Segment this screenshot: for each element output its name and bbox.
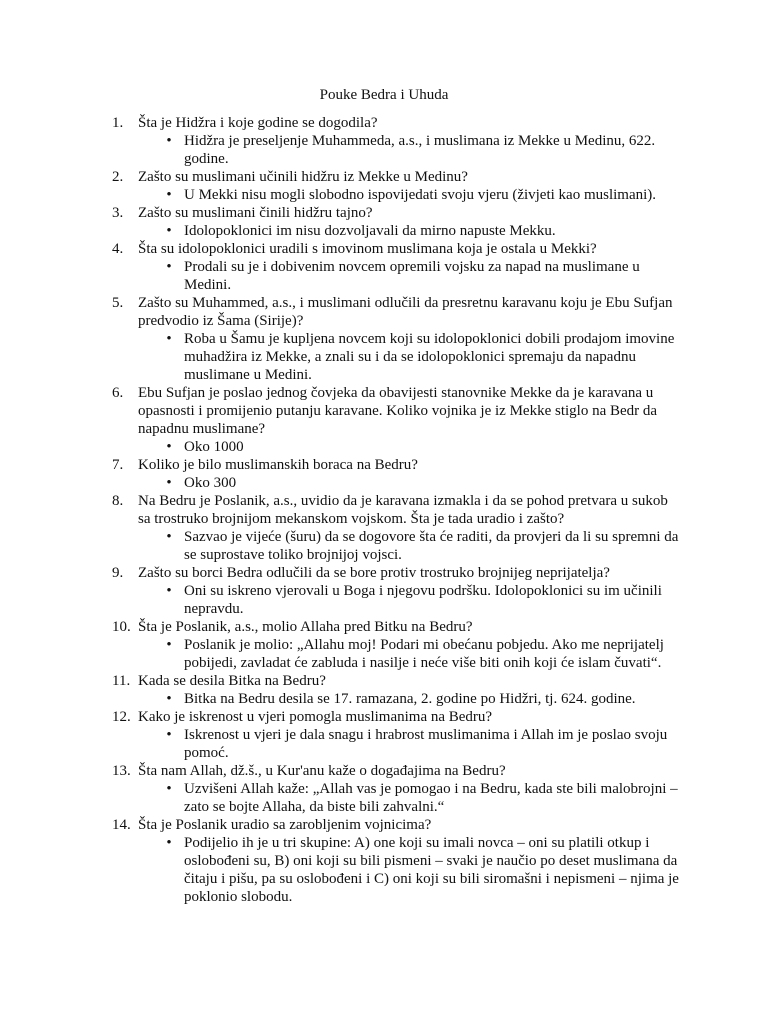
question-text: Šta je Poslanik, a.s., molio Allaha pred Bitku na Bedru? — [138, 619, 473, 635]
answer-item — [138, 582, 680, 618]
question-item — [112, 456, 680, 492]
question-item — [112, 204, 680, 240]
question-text: Šta je Hidžra i koje godine se dogodila? — [138, 115, 378, 131]
question-number: 5. — [112, 295, 124, 311]
answer-text: Iskrenost u vjeri je dala snagu i hrabrost muslimanima i Allah im je poslao svoju pomoć. — [184, 727, 668, 761]
bullet-icon: • — [166, 223, 172, 239]
question-text: Na Bedru je Poslanik, a.s., uvidio da je karavana izmakla i da se pohod pretvara u sukob sa trostruko brojnijom mekanskom vojskom. Šta je tada uradio i zašto? — [138, 493, 668, 527]
question-number: 4. — [112, 241, 124, 257]
answer-item — [138, 834, 680, 906]
answer-item — [138, 330, 680, 384]
question-number: 2. — [112, 169, 124, 185]
question-text: Zašto su borci Bedra odlučili da se bore protiv trostruko brojnijeg neprijatelja? — [138, 565, 610, 581]
question-item — [112, 816, 680, 906]
question-item — [112, 564, 680, 618]
question-text: Šta je Poslanik uradio sa zarobljenim vojnicima? — [138, 817, 432, 833]
question-item — [112, 672, 680, 708]
answer-item — [138, 258, 680, 294]
question-item — [112, 240, 680, 294]
question-list — [112, 114, 680, 906]
document-title: Pouke Bedra i Uhuda — [319, 87, 449, 103]
answer-list — [138, 438, 680, 456]
question-number: 11. — [112, 673, 131, 689]
bullet-icon: • — [166, 475, 172, 491]
bullet-icon: • — [166, 259, 172, 275]
answer-item — [138, 438, 680, 456]
question-text: Zašto su muslimani činili hidžru tajno? — [138, 205, 373, 221]
answer-text: Oko 300 — [184, 475, 237, 491]
question-item — [112, 168, 680, 204]
bullet-icon: • — [166, 529, 172, 545]
bullet-icon: • — [166, 331, 172, 347]
question-number: 7. — [112, 457, 124, 473]
question-number: 10. — [112, 619, 131, 635]
question-text: Koliko je bilo muslimanskih boraca na Bedru? — [138, 457, 418, 473]
answer-item — [138, 726, 680, 762]
answer-text: Oko 1000 — [184, 439, 244, 455]
answer-text: Hidžra je preseljenje Muhammeda, a.s., i muslimana iz Mekke u Medinu, 622. godine. — [184, 133, 656, 167]
question-item — [112, 492, 680, 564]
question-text: Zašto su Muhammed, a.s., i muslimani odlučili da presretnu karavanu koju je Ebu Sufjan predvodio iz Šama (Sirije)? — [138, 295, 673, 329]
answer-list — [138, 690, 680, 708]
bullet-icon: • — [166, 133, 172, 149]
bullet-icon: • — [166, 691, 172, 707]
answer-item — [138, 636, 680, 672]
answer-list — [138, 834, 680, 906]
answer-text: Podijelio ih je u tri skupine: A) one koji su imali novca – oni su platili otkup i oslobođeni su, B) oni koji su bili pismeni – svaki je naučio po deset muslimana da čitaju i pišu, pa su oslobođeni i C) oni koji su bili siromašni i nepismeni – njima je poklonio slobodu. — [184, 835, 679, 905]
answer-list — [138, 330, 680, 384]
answer-list — [138, 726, 680, 762]
answer-item — [138, 780, 680, 816]
bullet-icon: • — [166, 835, 172, 851]
question-item — [112, 618, 680, 672]
bullet-icon: • — [166, 583, 172, 599]
answer-list — [138, 132, 680, 168]
answer-text: Sazvao je vijeće (šuru) da se dogovore šta će raditi, da provjeri da li su spremni da se suprostave toliko brojnijoj vojsci. — [184, 529, 679, 563]
question-number: 1. — [112, 115, 124, 131]
question-number: 9. — [112, 565, 124, 581]
question-number: 14. — [112, 817, 131, 833]
question-item — [112, 384, 680, 456]
answer-text: Oni su iskreno vjerovali u Boga i njegovu podršku. Idolopoklonici su im učinili nepravdu. — [184, 583, 662, 617]
question-text: Šta su idolopoklonici uradili s imovinom muslimana koja je ostala u Mekki? — [138, 241, 597, 257]
answer-text: Roba u Šamu je kupljena novcem koji su idolopoklonici dobili prodajom imovine muhadžira iz Mekke, a znali su i da se idolopoklonici spremaju da napadnu muslimane u Medini. — [184, 331, 675, 383]
answer-item — [138, 222, 680, 240]
answer-list — [138, 222, 680, 240]
question-item — [112, 708, 680, 762]
answer-text: Uzvišeni Allah kaže: „Allah vas je pomogao i na Bedru, kada ste bili malobrojni – zato se bojte Allaha, da biste bili zahvalni.“ — [184, 781, 678, 815]
answer-list — [138, 474, 680, 492]
answer-text: Bitka na Bedru desila se 17. ramazana, 2. godine po Hidžri, tj. 624. godine. — [184, 691, 636, 707]
answer-text: Prodali su je i dobivenim novcem opremili vojsku za napad na muslimane u Medini. — [184, 259, 640, 293]
question-number: 8. — [112, 493, 124, 509]
question-item — [112, 762, 680, 816]
question-item — [112, 114, 680, 168]
question-text: Kada se desila Bitka na Bedru? — [138, 673, 326, 689]
answer-text: U Mekki nisu mogli slobodno ispovijedati svoju vjeru (živjeti kao muslimani). — [184, 187, 657, 203]
answer-item — [138, 528, 680, 564]
answer-list — [138, 186, 680, 204]
answer-list — [138, 780, 680, 816]
bullet-icon: • — [166, 637, 172, 653]
question-number: 6. — [112, 385, 124, 401]
answer-item — [138, 132, 680, 168]
answer-item — [138, 186, 680, 204]
question-text: Šta nam Allah, dž.š., u Kur'anu kaže o događajima na Bedru? — [138, 763, 506, 779]
bullet-icon: • — [166, 439, 172, 455]
bullet-icon: • — [166, 781, 172, 797]
question-text: Ebu Sufjan je poslao jednog čovjeka da obavijesti stanovnike Mekke da je karavana u opasnosti i promijenio putanju karavane. Koliko vojnika je iz Mekke stiglo na Bedr da napadnu muslimane? — [138, 385, 658, 437]
answer-list — [138, 582, 680, 618]
answer-list — [138, 528, 680, 564]
question-text: Zašto su muslimani učinili hidžru iz Mekke u Medinu? — [138, 169, 468, 185]
answer-text: Poslanik je molio: „Allahu moj! Podari mi obećanu pobjedu. Ako me neprijatelj pobijedi, zavladat će zabluda i nasilje i neće više biti onih koji će islam čuvati“. — [184, 637, 664, 671]
question-number: 13. — [112, 763, 131, 779]
answer-list — [138, 258, 680, 294]
answer-item — [138, 474, 680, 492]
bullet-icon: • — [166, 727, 172, 743]
question-number: 3. — [112, 205, 124, 221]
question-item — [112, 294, 680, 384]
question-text: Kako je iskrenost u vjeri pomogla muslimanima na Bedru? — [138, 709, 493, 725]
question-number: 12. — [112, 709, 131, 725]
answer-text: Idolopoklonici im nisu dozvoljavali da mirno napuste Mekku. — [184, 223, 556, 239]
answer-list — [138, 636, 680, 672]
answer-item — [138, 690, 680, 708]
bullet-icon: • — [166, 187, 172, 203]
